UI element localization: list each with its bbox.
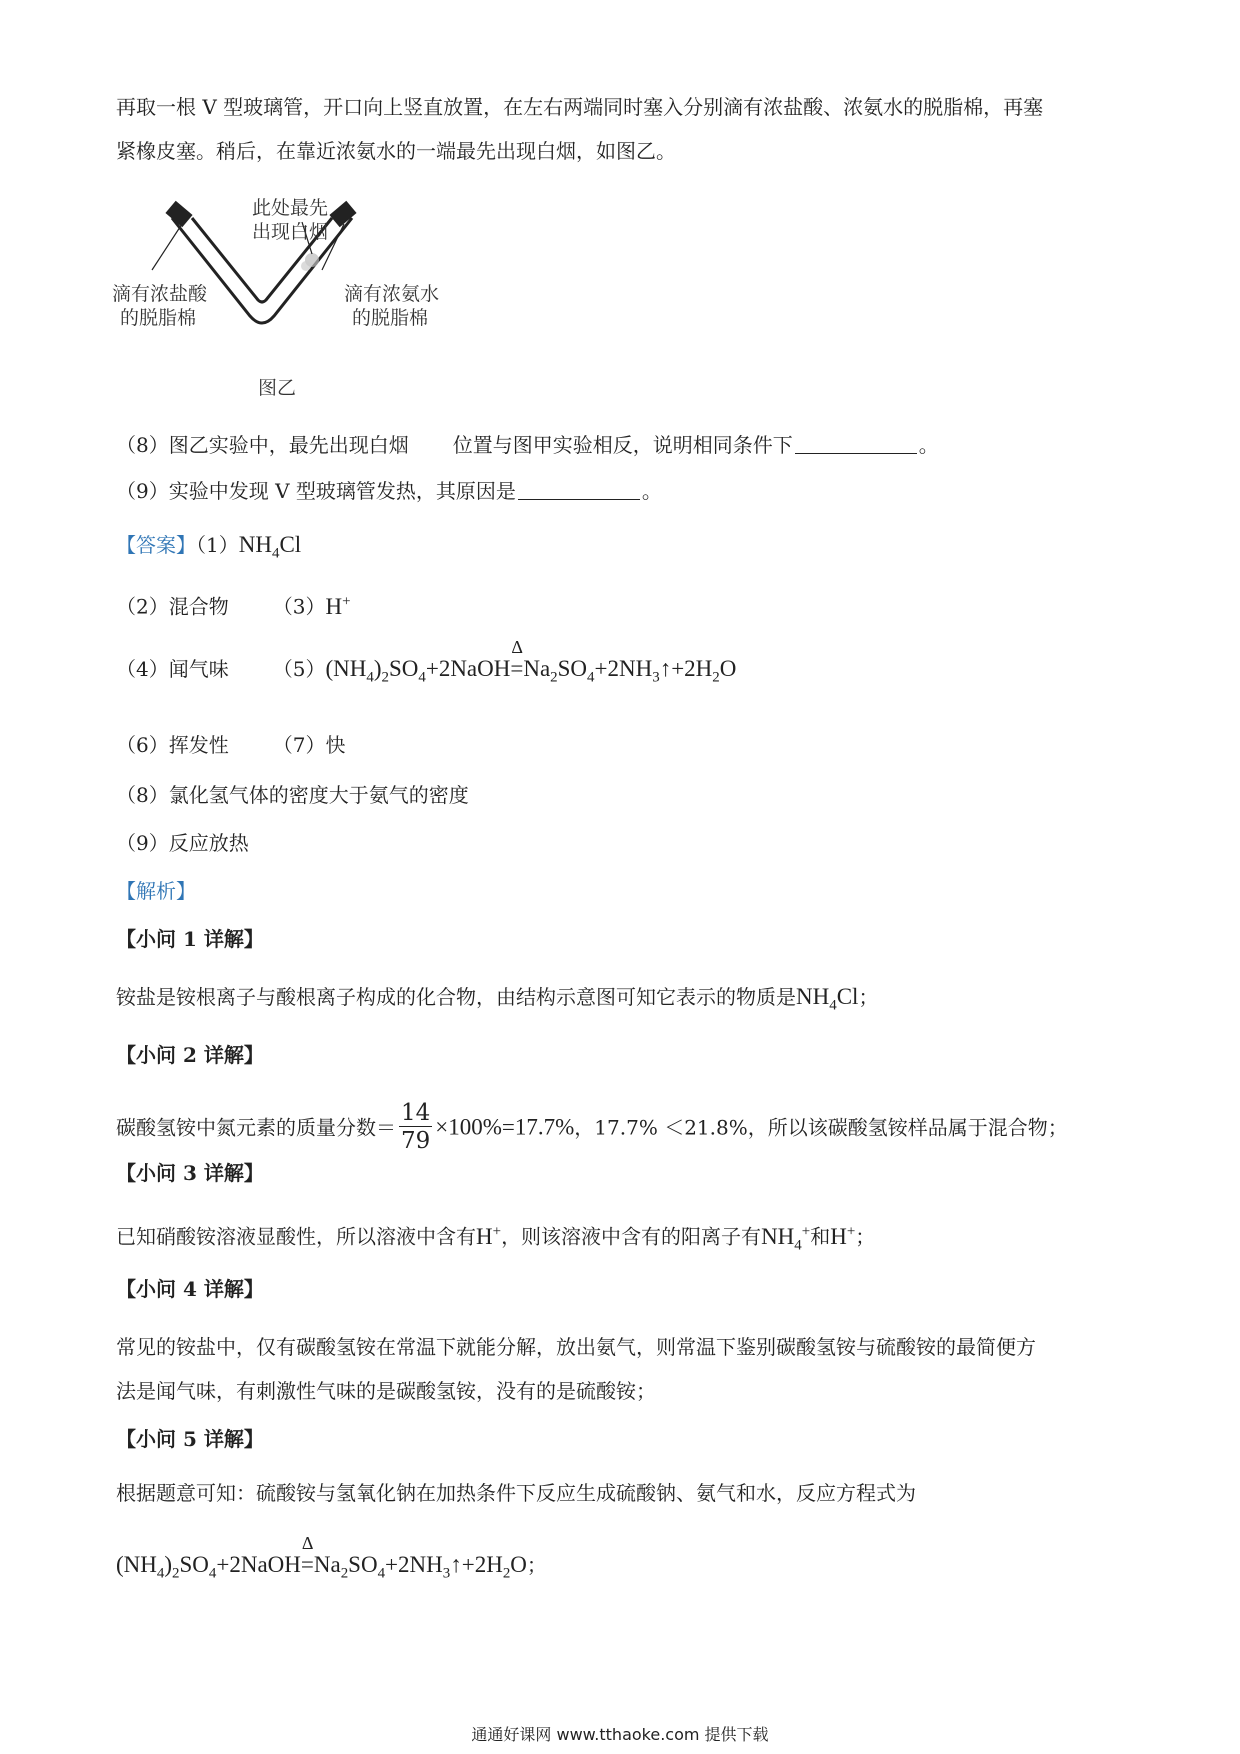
question-8 [116,430,939,460]
sub-question-4-heading: 【小问 4 详解】 [116,1277,264,1301]
analysis-1-text: 铵盐是铵根离子与酸根离子构成的化合物，由结构示意图可知它表示的物质是 [116,985,796,1009]
intro-line-1: 再取一根 V 型玻璃管，开口向上竖直放置，在左右两端同时塞入分别滴有浓盐酸、浓氨水的脱脂棉，再塞 [116,95,1044,119]
formula-nh4-ion: $NH_4^+$ [761,1223,811,1254]
answer-1-line [116,530,301,569]
diagram-right-label-1: 滴有浓氨水 [344,283,440,305]
answer-6: （6）挥发性 [116,733,229,757]
answer-2-3-line [116,586,351,622]
answer-3-number: （3） [272,594,326,619]
formula-nh4cl: $NH_4Cl$ [238,532,302,562]
formula-reaction: $(NH_4)_2SO_4+2NaOH$ Δ $=Na_2SO_4+2NH_3↑+2H_2O$ [325,637,737,686]
analysis-3-and: 和 [810,1224,831,1249]
sub-question-1-text [116,982,878,1021]
question-9-text: （9）实验中发现 V 型玻璃管发热，其原因是 [116,479,516,503]
diagram-top-label-2: 出现白烟 [252,221,329,243]
sub-question-5-equation [116,1533,547,1589]
answer-blank[interactable] [795,431,917,454]
answer-9: （9）反应放热 [116,831,249,855]
sub-question-2-text [116,1100,1068,1155]
analysis-2-text-a: 碳酸氢铵中氮元素的质量分数＝ [116,1115,396,1140]
analysis-3-end: ； [855,1224,876,1249]
answer-4: （4）闻气味 [116,657,229,681]
diagram-caption: 图乙 [258,377,297,399]
formula-h-ion: H+ [830,1223,856,1249]
analysis-2-percent: ×100%=17.7% [435,1114,575,1140]
question-8-end: 。 [918,433,939,457]
question-8-part-a: （8）图乙实验中，最先出现白烟 [116,433,409,457]
fraction [399,1100,432,1155]
v-tube-diagram [112,198,452,410]
analysis-3-text-a: 已知硝酸铵溶液显酸性，所以溶液中含有 [116,1224,476,1249]
formula-reaction: $(NH_4)_2SO_4+2NaOH$ Δ $=Na_2SO_4+2NH_3↑+2H_2O$ [116,1533,527,1582]
sub-question-4-line-2: 法是闻气味，有刺激性气味的是碳酸氢铵，没有的是硫酸铵； [116,1379,656,1403]
diagram-left-label-1: 滴有浓盐酸 [112,283,208,305]
analysis-2-text-c: ，17.7% ＜21.8%，所以该碳酸氢铵样品属于混合物； [574,1115,1068,1140]
diagram-right-label-2: 的脱脂棉 [352,307,429,329]
question-9-end: 。 [641,479,662,503]
answer-5-number: （5） [272,657,326,681]
formula-nh4cl: $NH_4Cl$ [796,984,859,1014]
analysis-tag: 【解析】 [116,879,196,903]
diagram-top-label-1: 此处最先 [252,198,329,219]
sub-question-5-text: 根据题意可知：硫酸铵与氢氧化钠在加热条件下反应生成硫酸钠、氨气和水，反应方程式为 [116,1481,916,1505]
analysis-1-end: ； [858,985,879,1009]
fraction-numerator: 14 [401,1100,431,1126]
answer-4-5-line [116,637,737,693]
fraction-denominator: 79 [401,1128,431,1154]
answer-8: （8）氯化氢气体的密度大于氨气的密度 [116,783,469,807]
sub-question-5-heading: 【小问 5 详解】 [116,1427,264,1451]
answer-2: （2）混合物 [116,594,229,619]
sub-question-1-heading: 【小问 1 详解】 [116,927,264,951]
answer-7: （7）快 [272,733,346,757]
sub-question-3-text [116,1216,875,1260]
answer-6-7-line [116,730,345,760]
analysis-3-text-b: ，则该溶液中含有的阳离子有 [501,1224,762,1249]
page-footer: 通通好课网 www.tthaoke.com 提供下载 [471,1725,769,1744]
sub-question-2-heading: 【小问 2 详解】 [116,1043,264,1067]
analysis-5-end: ； [526,1553,547,1577]
answer-tag: 【答案】 [116,533,196,557]
diagram-left-label-2: 的脱脂棉 [120,307,197,329]
formula-h-ion: H+ [325,593,351,619]
answer-blank[interactable] [518,477,640,500]
formula-h-ion: H+ [476,1223,502,1249]
intro-line-2: 紧橡皮塞。稍后，在靠近浓氨水的一端最先出现白烟，如图乙。 [116,139,676,163]
answer-1-number: （1） [196,533,239,557]
question-8-part-b: 位置与图甲实验相反，说明相同条件下 [452,433,793,457]
question-9 [116,476,662,506]
sub-question-4-line-1: 常见的铵盐中，仅有碳酸氢铵在常温下就能分解，放出氨气，则常温下鉴别碳酸氢铵与硫酸铵的最简便方 [116,1335,1036,1359]
sub-question-3-heading: 【小问 3 详解】 [116,1161,264,1185]
